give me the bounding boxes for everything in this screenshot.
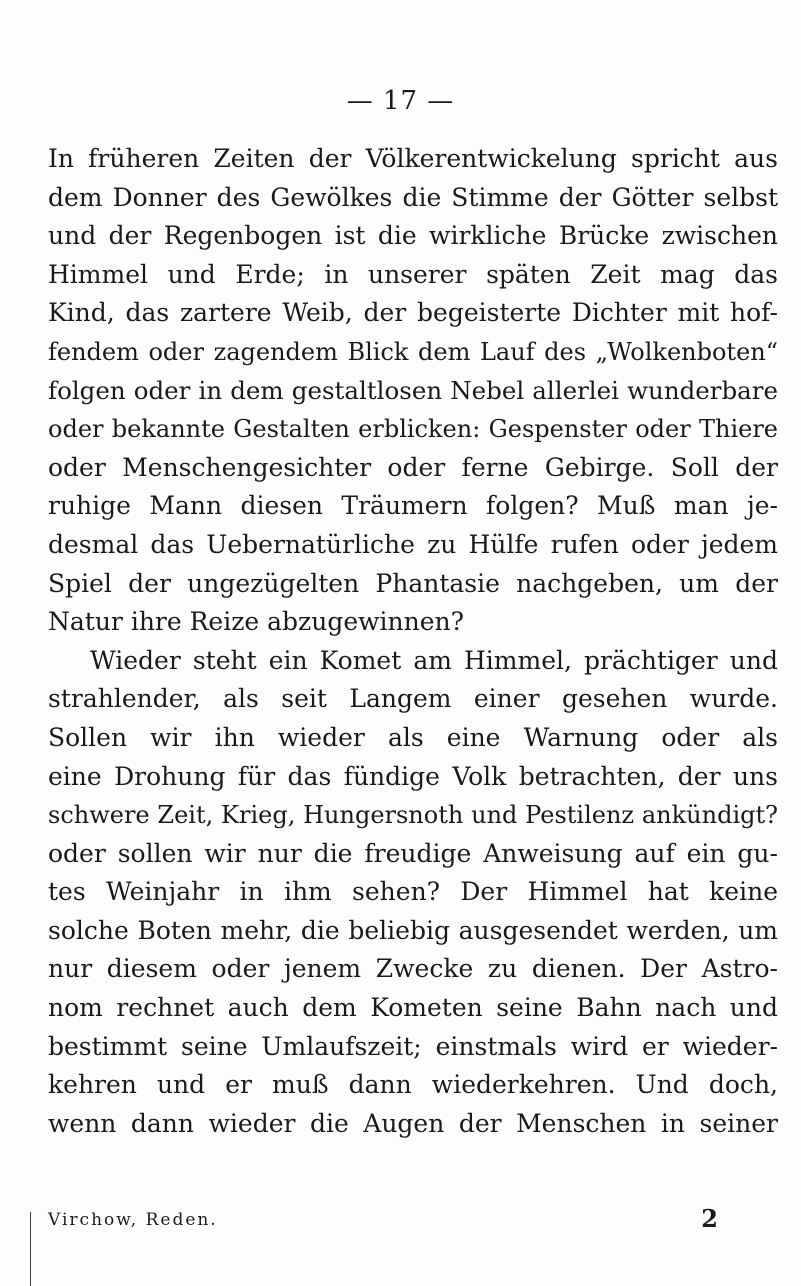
text-line: Sollen wir ihn wieder als eine Warnung oder als <box>48 722 778 752</box>
text-line: fendem oder zagendem Blick dem Lauf des „Wolkenboten“ <box>48 337 778 366</box>
text-line: tes Weinjahr in ihm sehen? Der Himmel hat keine <box>48 877 778 907</box>
text-line: desmal das Uebernatürliche zu Hülfe rufen oder jedem <box>48 529 778 559</box>
footer-signature: Virchow, Reden. <box>48 1210 218 1230</box>
text-line: strahlender, als seit Langem einer gesehen wurde. <box>48 684 778 714</box>
text-line: nom rechnet auch dem Kometen seine Bahn nach und <box>48 993 778 1023</box>
text-line: Spiel der ungezügelten Phantasie nachgeben, um der <box>48 568 778 598</box>
body-text <box>48 140 778 1143</box>
text-line: oder Menschengesichter oder ferne Gebirge. Soll der <box>48 452 778 482</box>
text-line: solche Boten mehr, die beliebig ausgesendet werden, um <box>48 915 778 945</box>
text-line: eine Drohung für das fündige Volk betrachten, der uns <box>48 761 778 791</box>
text-line: und der Regenbogen ist die wirkliche Brücke zwischen <box>48 221 778 251</box>
text-line: In früheren Zeiten der Völkerentwickelung spricht aus <box>48 144 778 173</box>
sheet-number: 2 <box>701 1204 718 1233</box>
margin-rule <box>30 1212 31 1286</box>
text-line: dem Donner des Gewölkes die Stimme der Götter selbst <box>48 182 778 212</box>
text-line: Kind, das zartere Weib, der begeisterte Dichter mit hof- <box>48 298 778 328</box>
text-line: nur diesem oder jenem Zwecke zu dienen. Der Astro- <box>48 954 778 984</box>
text-line: oder bekannte Gestalten erblicken: Gespenster oder Thiere <box>48 415 778 444</box>
text-line: folgen oder in dem gestaltlosen Nebel allerlei wunderbare <box>48 375 778 405</box>
text-line: Himmel und Erde; in unserer späten Zeit mag das <box>48 259 778 289</box>
text-line-paragraph-start: Wieder steht ein Komet am Himmel, prächtiger und <box>90 645 778 675</box>
text-line: schwere Zeit, Krieg, Hungersnoth und Pestilenz ankündigt? <box>48 801 778 830</box>
text-line: oder sollen wir nur die freudige Anweisung auf ein gu- <box>48 838 778 868</box>
text-line-paragraph-end: Natur ihre Reize abzugewinnen? <box>48 607 465 637</box>
page-footer <box>48 1204 778 1238</box>
text-line: bestimmt seine Umlaufszeit; einstmals wird er wieder- <box>48 1031 778 1061</box>
text-line: kehren und er muß dann wiederkehren. Und doch, <box>48 1070 778 1100</box>
text-line: wenn dann wieder die Augen der Menschen in seiner <box>48 1108 778 1138</box>
page-number: — 17 — <box>346 86 455 116</box>
text-line: ruhige Mann diesen Träumern folgen? Muß man je- <box>48 491 778 521</box>
